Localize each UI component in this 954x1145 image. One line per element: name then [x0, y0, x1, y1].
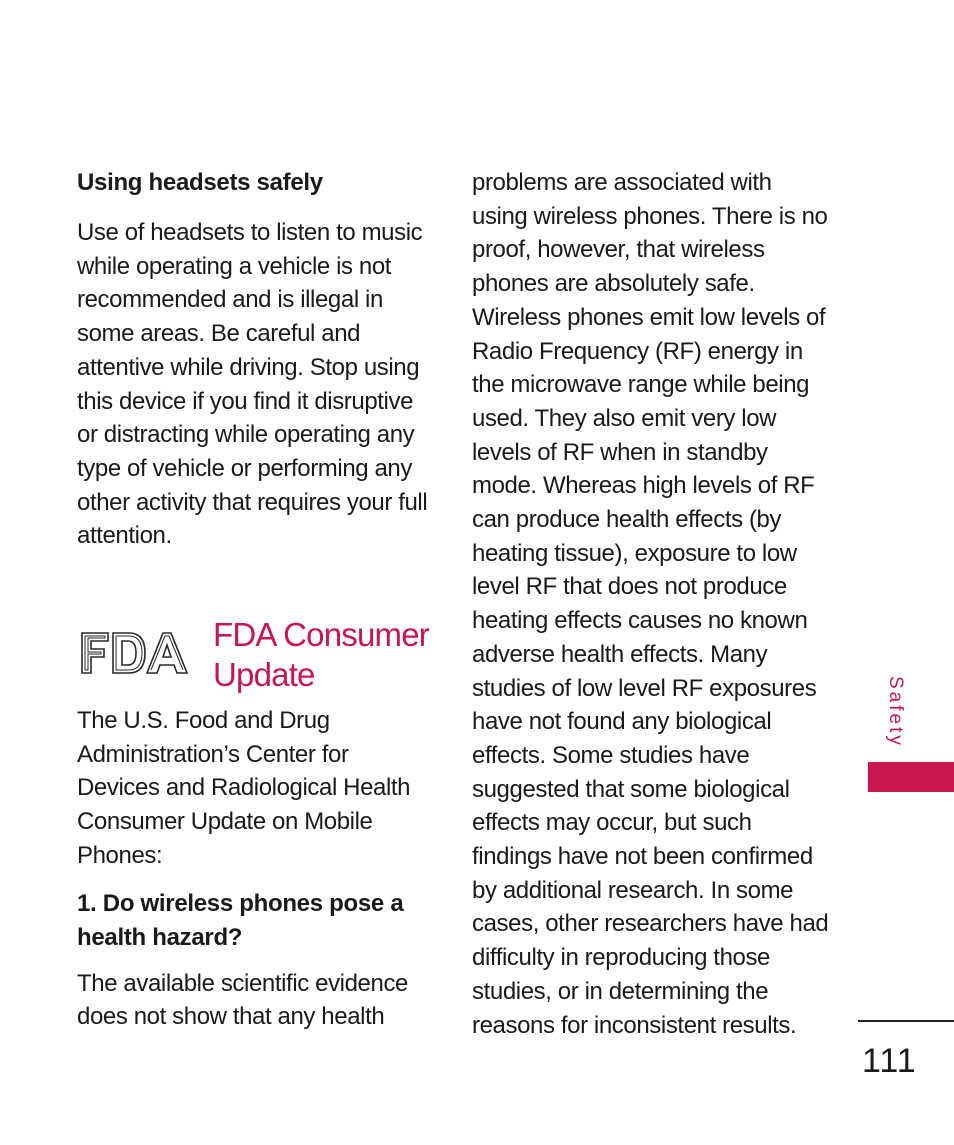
fda-consumer-update-title: [213, 615, 443, 695]
section-heading-headsets: Using headsets safely: [77, 169, 323, 196]
fda-intro-paragraph: The U.S. Food and Drug Administration’s Center for Devices and Radiological Health Consumer Update on Mobile Phones:: [77, 707, 411, 869]
fda-logo-icon: [79, 625, 189, 681]
page-number: 111: [862, 1042, 917, 1080]
fda-header: [77, 595, 432, 694]
section-tab-marker: [868, 762, 954, 792]
fda-title-line-2: Update: [213, 656, 315, 694]
headsets-paragraph: Use of headsets to listen to music while operating a vehicle is not recommended and is illegal in some areas. Be careful and attentive while driving. Stop using this device if you find it disruptive or distracting while operating any type of vehicle or performing any other activity that requires your full attention.: [77, 219, 428, 550]
page-number-rule: [858, 1020, 954, 1022]
right-column: [472, 166, 832, 1042]
question-1-heading: 1. Do wireless phones pose a health hazard?: [77, 889, 404, 951]
section-side-label: Safety: [885, 676, 906, 748]
answer-1-continuation: problems are associated with using wireless phones. There is no proof, however, that wireless phones are absolutely safe. Wireless phones emit low levels of Radio Frequency (RF) energy in the microwave range while being used. They also emit very low levels of RF when in standby mode. Whereas high levels of RF can produce health effects (by heating tissue), exposure to low level RF that does not produce heating effects causes no known adverse health effects. Many studies of low level RF exposures have not found any biological effects. Some studies have suggested that some biological effects may occur, but such findings have not been confirmed by additional research. In some cases, other researchers have had difficulty in reproducing those studies, or in determining the reasons for inconsistent results.: [472, 169, 829, 1039]
left-column: [77, 166, 432, 1034]
answer-1-paragraph: The available scientific evidence does not show that any health: [77, 969, 408, 1031]
fda-title-line-1: FDA Consumer: [213, 616, 429, 654]
